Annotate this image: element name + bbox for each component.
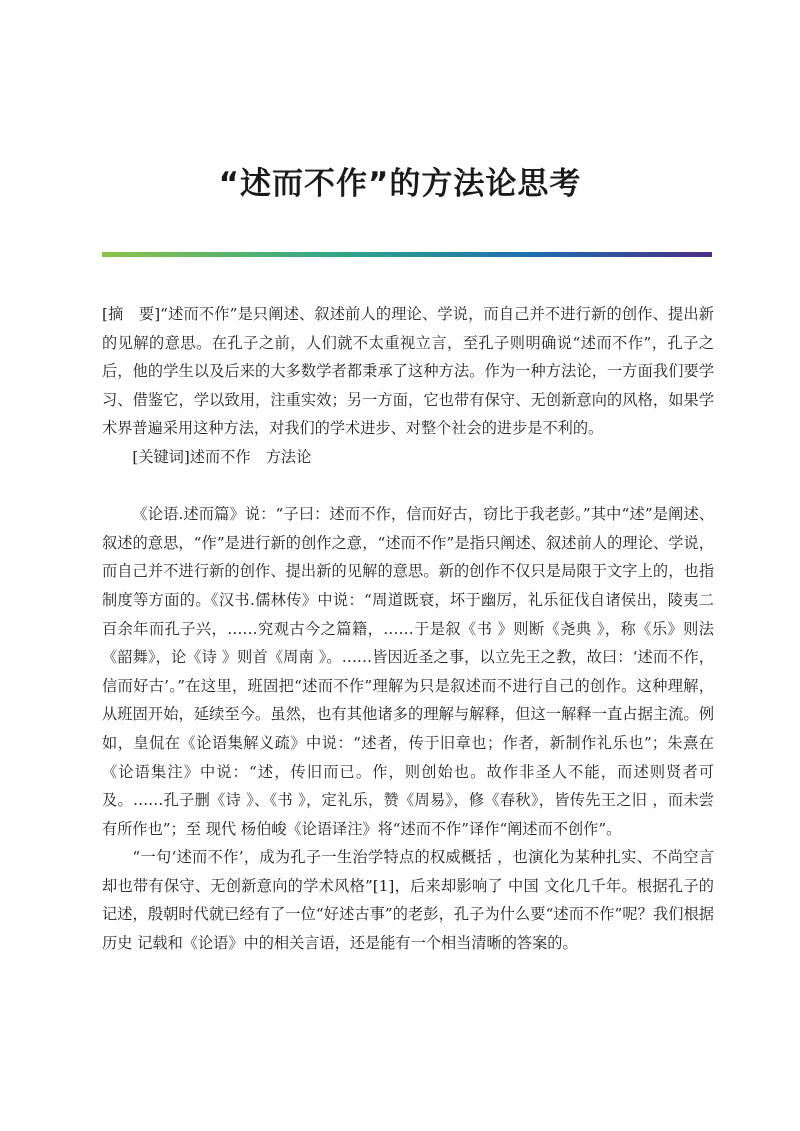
document-title: “述而不作”的方法论思考 bbox=[218, 166, 582, 202]
title-divider bbox=[102, 252, 712, 257]
abstract-paragraph: [摘 要]“述而不作”是只阐述、叙述前人的理论、学说，而自己并不进行新的创作、提出新的见解的意思。在孔子之前，人们就不太重视立言，至孔子则明确说“述而不作”，孔子之后，他的学生以及后来的大多数学者都秉承了这种方法。作为一种方法论，一方面我们要学习、借鉴它，学以致用，注重实效；另一方面，它也带有保守、无创新意向的风格，如果学术界普遍采用这种方法，对我们的学术进步、对整个社会的进步是不利的。 bbox=[102, 305, 714, 438]
body-paragraph-1: 《论语.述而篇》说：“子曰：述而不作，信而好古，窃比于我老彭。”其中“述”是阐述、叙述的意思，“作”是进行新的创作之意，“述而不作”是指只阐述、叙述前人的理论、学说，而自己并不进行新的创作、提出新的见解的意思。新的创作不仅只是局限于文字上的，也指制度等方面的。《汉书.儒林传》中说：“周道既衰，坏于幽厉，礼乐征伐自诸侯出，陵夷二百余年而孔子兴，……究观古今之篇籍，……于是叙《书 》则断《尧典 》，称《乐》则法《韶舞》，论《诗 》则首《周南 》。……皆因近圣之事，以立先王之教，故曰：‘述而不作，信而好古’。”在这里，班固把“述而不作”理解为只是叙述而不进行自己的创作。这种理解，从班固开始，延续至今。虽然，也有其他诸多的理解与解释，但这一解释一直占据主流。例如，皇侃在《论语集解义疏》中说：“述者，传于旧章也；作者，新制作礼乐也”；朱熹在《论语集注》中说：“述，传旧而已。作，则创始也。故作非圣人不能，而述则贤者可及。……孔子删《诗 》、《书 》，定礼乐，赞《周易》，修《春秋》，皆传先王之旧 ，而未尝有所作也”；至 现代 杨伯峻《论语译注》将“述而不作”译作“阐述而不创作”。 bbox=[102, 505, 714, 838]
document-body bbox=[102, 300, 714, 958]
keywords-line: [关键词]述而不作 方法论 bbox=[132, 447, 312, 466]
body-paragraph-2: “一句‘述而不作’，成为孔子一生治学特点的权威概括 ，也演化为某种扎实、不尚空言却也带有保守、无创新意向的学术风格”[1]，后来却影响了 中国 文化几千年。根据孔子的记述，殷朝时代就已经有了一位“好述古事”的老彭，孔子为什么要“述而不作”呢？我们根据 历史 记载和《论语》中的相关言语，还是能有一个相当清晰的答案的。 bbox=[102, 848, 714, 953]
